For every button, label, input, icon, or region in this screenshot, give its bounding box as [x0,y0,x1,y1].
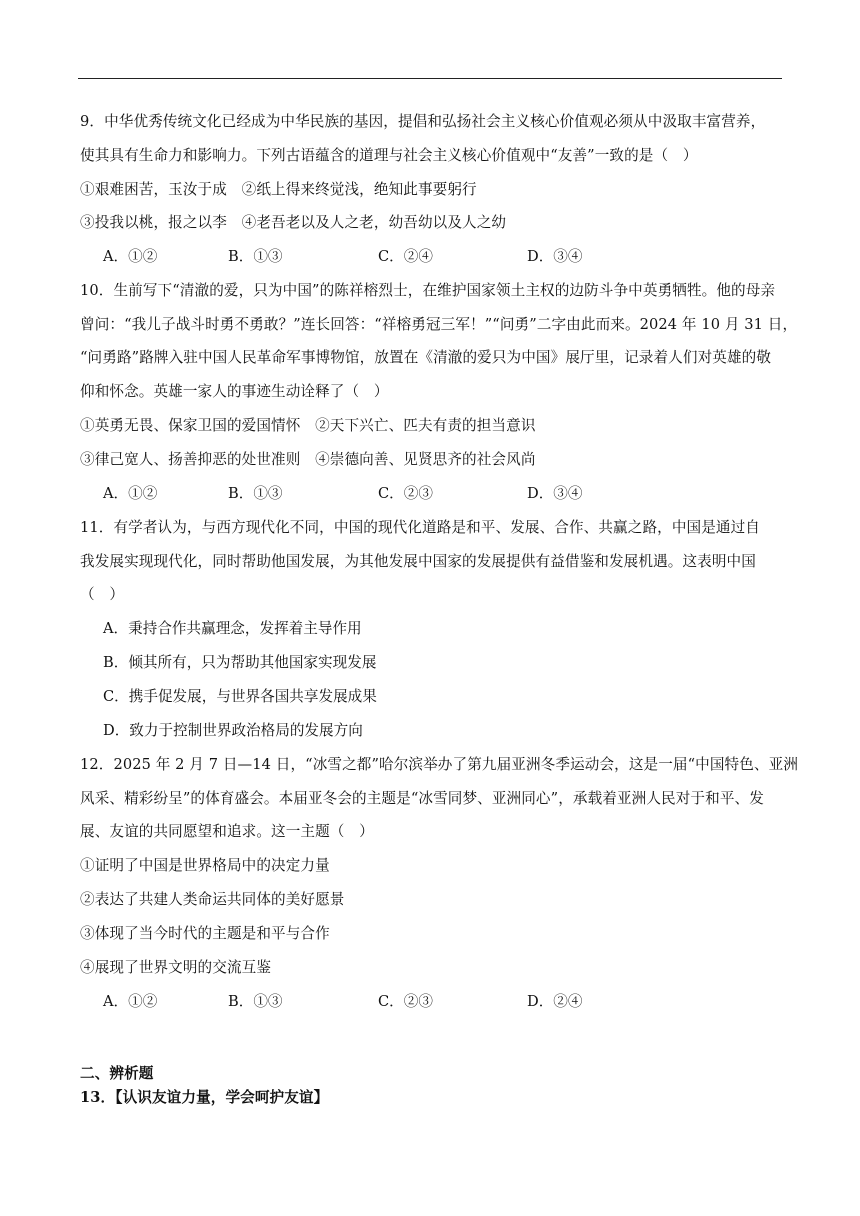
q11-option-c[interactable]: C．携手促发展，与世界各国共享发展成果 [103,688,377,705]
q11-option-d[interactable]: D．致力于控制世界政治格局的发展方向 [103,722,363,739]
q9-stem-line-2: 使其具有生命力和影响力。下列古语蕴含的道理与社会主义核心价值观中“友善”一致的是（ ） [80,147,698,164]
q12-stem-line-1: 12．2025 年 2 月 7 日—14 日，“冰雪之都”哈尔滨举办了第九届亚洲冬季运动会，这是一届“中国特色、亚洲 [80,756,799,773]
q9-stem-line-1: 9．中华优秀传统文化已经成为中华民族的基因，提倡和弘扬社会主义核心价值观必须从中汲取丰富营养， [80,113,766,130]
q12-option-d[interactable]: D．②④ [527,993,583,1010]
q11-stem-line-2: 我发展实现现代化，同时帮助他国发展，为其他发展中国家的发展提供有益借鉴和发展机遇。这表明中国 [80,553,756,570]
q9-item-line-1: ①艰难困苦，玉汝于成 ②纸上得来终觉浅，绝知此事要躬行 [80,181,477,198]
q10-option-a[interactable]: A．①② [103,485,158,502]
q10-stem-line-1: 10．生前写下“清澈的爱，只为中国”的陈祥榕烈士，在维护国家领土主权的边防斗争中英勇牺牲。他的母亲 [80,282,776,299]
q10-item-line-2: ③律己宽人、扬善抑恶的处世准则 ④崇德向善、见贤思齐的社会风尚 [80,451,536,468]
q12-stem-line-3: 展、友谊的共同愿望和追求。这一主题（ ） [80,823,374,840]
q10-option-b[interactable]: B．①③ [228,485,283,502]
q9-option-a[interactable]: A．①② [103,248,158,265]
q10-stem-line-3: “问勇路”路牌入驻中国人民革命军事博物馆，放置在《清澈的爱只为中国》展厅里，记录着人们对英雄的敬 [80,349,772,366]
q12-item-line-4: ④展现了世界文明的交流互鉴 [80,959,272,976]
q11-option-a[interactable]: A．秉持合作共赢理念，发挥着主导作用 [103,620,362,637]
q12-option-b[interactable]: B．①③ [228,993,283,1010]
q13-title: 13．【认识友谊力量，学会呵护友谊】 [80,1089,329,1106]
q10-item-line-1: ①英勇无畏、保家卫国的爱国情怀 ②天下兴亡、匹夫有责的担当意识 [80,417,536,434]
q9-option-c[interactable]: C．②④ [378,248,433,265]
q11-stem-line-1: 11．有学者认为，与西方现代化不同，中国的现代化道路是和平、发展、合作、共赢之路，中国是通过自 [80,519,760,536]
q9-option-b[interactable]: B．①③ [228,248,283,265]
q11-stem-line-3: （ ） [80,586,125,603]
q9-item-line-2: ③投我以桃，报之以李 ④老吾老以及人之老，幼吾幼以及人之幼 [80,214,507,231]
q12-item-line-2: ②表达了共建人类命运共同体的美好愿景 [80,891,345,908]
q10-option-c[interactable]: C．②③ [378,485,433,502]
q12-option-a[interactable]: A．①② [103,993,158,1010]
q12-stem-line-2: 风采、精彩纷呈”的体育盛会。本届亚冬会的主题是“冰雪同梦、亚洲同心”，承载着亚洲人民对于和平、发 [80,790,764,807]
q12-option-c[interactable]: C．②③ [378,993,433,1010]
q12-item-line-1: ①证明了中国是世界格局中的决定力量 [80,857,330,874]
section-heading: 二、辨析题 [80,1065,154,1082]
q12-item-line-3: ③体现了当今时代的主题是和平与合作 [80,925,330,942]
q10-option-d[interactable]: D．③④ [527,485,583,502]
header-rule [78,78,782,79]
q10-stem-line-4: 仰和怀念。英雄一家人的事迹生动诠释了（ ） [80,383,389,400]
q10-stem-line-2: 曾问：“我儿子战斗时勇不勇敢？”连长回答：“祥榕勇冠三军！”“问勇”二字由此而来。2024 年 10 月 31 日， [80,316,798,333]
q11-option-b[interactable]: B．倾其所有，只为帮助其他国家实现发展 [103,654,377,671]
q9-option-d[interactable]: D．③④ [527,248,583,265]
